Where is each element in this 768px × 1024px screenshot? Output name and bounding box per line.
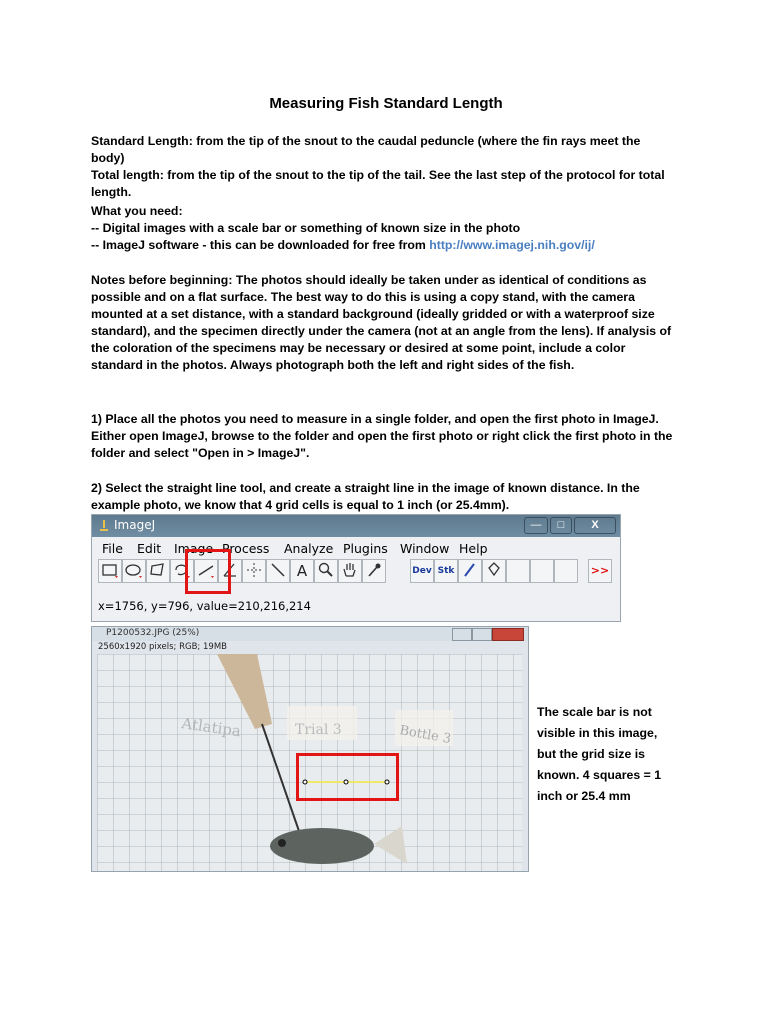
image-window-title-bar [92, 627, 528, 641]
point-icon [244, 560, 264, 580]
label-bottle: Bottle 3 [398, 723, 453, 747]
step-1-text: Place all the photos you need to measure in a single folder, and open the first photo in ImageJ. Either open ImageJ, browse to the folder and open the first photo or right click the first photo in the folder and select "Open in > ImageJ". [91, 412, 673, 460]
total-length-definition [91, 167, 676, 201]
imagej-window [91, 514, 621, 622]
tool-blank-3[interactable] [554, 559, 578, 583]
needs-item-software-text: -- ImageJ software - this can be downloaded for free from [91, 238, 430, 252]
tool-oval[interactable] [122, 559, 146, 583]
tool-rectangle[interactable] [98, 559, 122, 583]
polygon-icon [148, 560, 168, 580]
imagej-window-title: ImageJ [114, 518, 156, 532]
wand-icon [268, 560, 288, 580]
text-icon: A [296, 562, 308, 580]
maximize-icon: □ [557, 519, 565, 531]
magnifier-icon [316, 560, 336, 580]
dropper-icon [364, 560, 384, 580]
imagej-title-bar [92, 515, 620, 537]
oval-icon [124, 560, 144, 580]
fish-eye [278, 839, 286, 847]
rectangle-icon [100, 560, 120, 580]
notes-paragraph: Notes before beginning: The photos should ideally be taken under as identical of conditions as possible and on a flat surface. The best way to do this is using a copy stand, with the camera mounted at a set distance, with a standard background (ideally gridded or with a waterproof size standard), and the specimen directly under the camera (not at an angle from the lens). If analysis of the coloration of the specimens may be necessary or desired at some point, include a color standard in the photos. Always photograph both the left and right sides of the fish. [91, 273, 672, 372]
menu-help[interactable]: Help [459, 541, 488, 556]
paint-bucket-icon [484, 560, 504, 580]
fish-body [270, 828, 374, 864]
tool-stk[interactable] [434, 559, 458, 583]
measurement-highlight [296, 753, 399, 801]
tool-wand[interactable] [266, 559, 290, 583]
minimize-icon: — [530, 519, 542, 531]
image-window-title: P1200532.JPG (25%) [106, 628, 200, 638]
imagej-status-bar: x=1756, y=796, value=210,216,214 [98, 599, 311, 613]
line-tool-highlight [185, 549, 231, 594]
tool-blank-2[interactable] [530, 559, 554, 583]
total-length-label: Total length: [91, 168, 164, 182]
image-info: 2560x1920 pixels; RGB; 19MB [98, 642, 227, 652]
close-icon: X [591, 519, 599, 531]
menu-window[interactable]: Window [400, 541, 450, 556]
image-minimize-button[interactable] [452, 628, 472, 641]
menu-file[interactable]: File [102, 541, 123, 556]
menu-plugins[interactable]: Plugins [343, 541, 388, 556]
label-trial: Trial 3 [295, 722, 342, 738]
menu-image[interactable]: Image [174, 541, 214, 556]
step-2 [91, 480, 676, 514]
tool-text[interactable] [290, 559, 314, 583]
step-1-number: 1) [91, 412, 102, 426]
definitions [91, 133, 676, 201]
menu-process[interactable]: Process [222, 541, 270, 556]
tool-dropper[interactable] [362, 559, 386, 583]
page-title: Measuring Fish Standard Length [269, 95, 503, 112]
imagej-toolbar [98, 559, 614, 585]
maximize-button[interactable] [550, 517, 572, 534]
needs-item-images: -- Digital images with a scale bar or something of known size in the photo [91, 221, 521, 235]
hand-icon [340, 560, 360, 580]
close-button[interactable] [574, 517, 616, 534]
step-1 [91, 411, 676, 462]
microscope-icon [98, 519, 110, 533]
minimize-button[interactable] [524, 517, 548, 534]
standard-length-text: from the tip of the snout to the caudal peduncle (where the fin rays meet the body) [91, 134, 641, 165]
menu-analyze[interactable]: Analyze [284, 541, 334, 556]
image-maximize-button[interactable] [472, 628, 492, 641]
tool-brush[interactable] [458, 559, 482, 583]
tool-hand[interactable] [338, 559, 362, 583]
image-close-button[interactable] [492, 628, 524, 641]
what-you-need [91, 203, 676, 254]
tool-point[interactable] [242, 559, 266, 583]
step-2-text: Select the straight line tool, and create a straight line in the image of known distance. In the example photo, we know that 4 grid cells is equal to 1 inch (or 25.4mm). [91, 481, 640, 512]
imagej-menu-bar [92, 539, 620, 557]
scale-note: The scale bar is not visible in this image, but the grid size is known. 4 squares = 1 inch or 25.4 mm [537, 705, 662, 803]
step-2-number: 2) [91, 481, 102, 495]
menu-edit[interactable]: Edit [137, 541, 162, 556]
tool-paint[interactable] [482, 559, 506, 583]
brush-icon [460, 560, 480, 580]
image-window [91, 626, 529, 872]
standard-length-definition [91, 133, 676, 167]
more-tools-button[interactable] [588, 559, 612, 583]
imagej-download-link[interactable]: http://www.imagej.nih.gov/ij/ [429, 238, 595, 252]
standard-length-label: Standard Length: [91, 134, 193, 148]
tool-blank-1[interactable] [506, 559, 530, 583]
tool-magnifier[interactable] [314, 559, 338, 583]
label-atlatipa: Atlatipa [180, 714, 243, 741]
total-length-text: from the tip of the snout to the tip of the tail. See the last step of the protocol for total length. [91, 168, 665, 199]
stack-menu-icon: Stk [437, 566, 455, 576]
more-icon: >> [590, 564, 610, 577]
needs-heading: What you need: [91, 204, 183, 218]
tool-polygon[interactable] [146, 559, 170, 583]
needs-item-software [91, 237, 676, 254]
tool-dev[interactable] [410, 559, 434, 583]
dev-menu-icon: Dev [412, 566, 432, 576]
